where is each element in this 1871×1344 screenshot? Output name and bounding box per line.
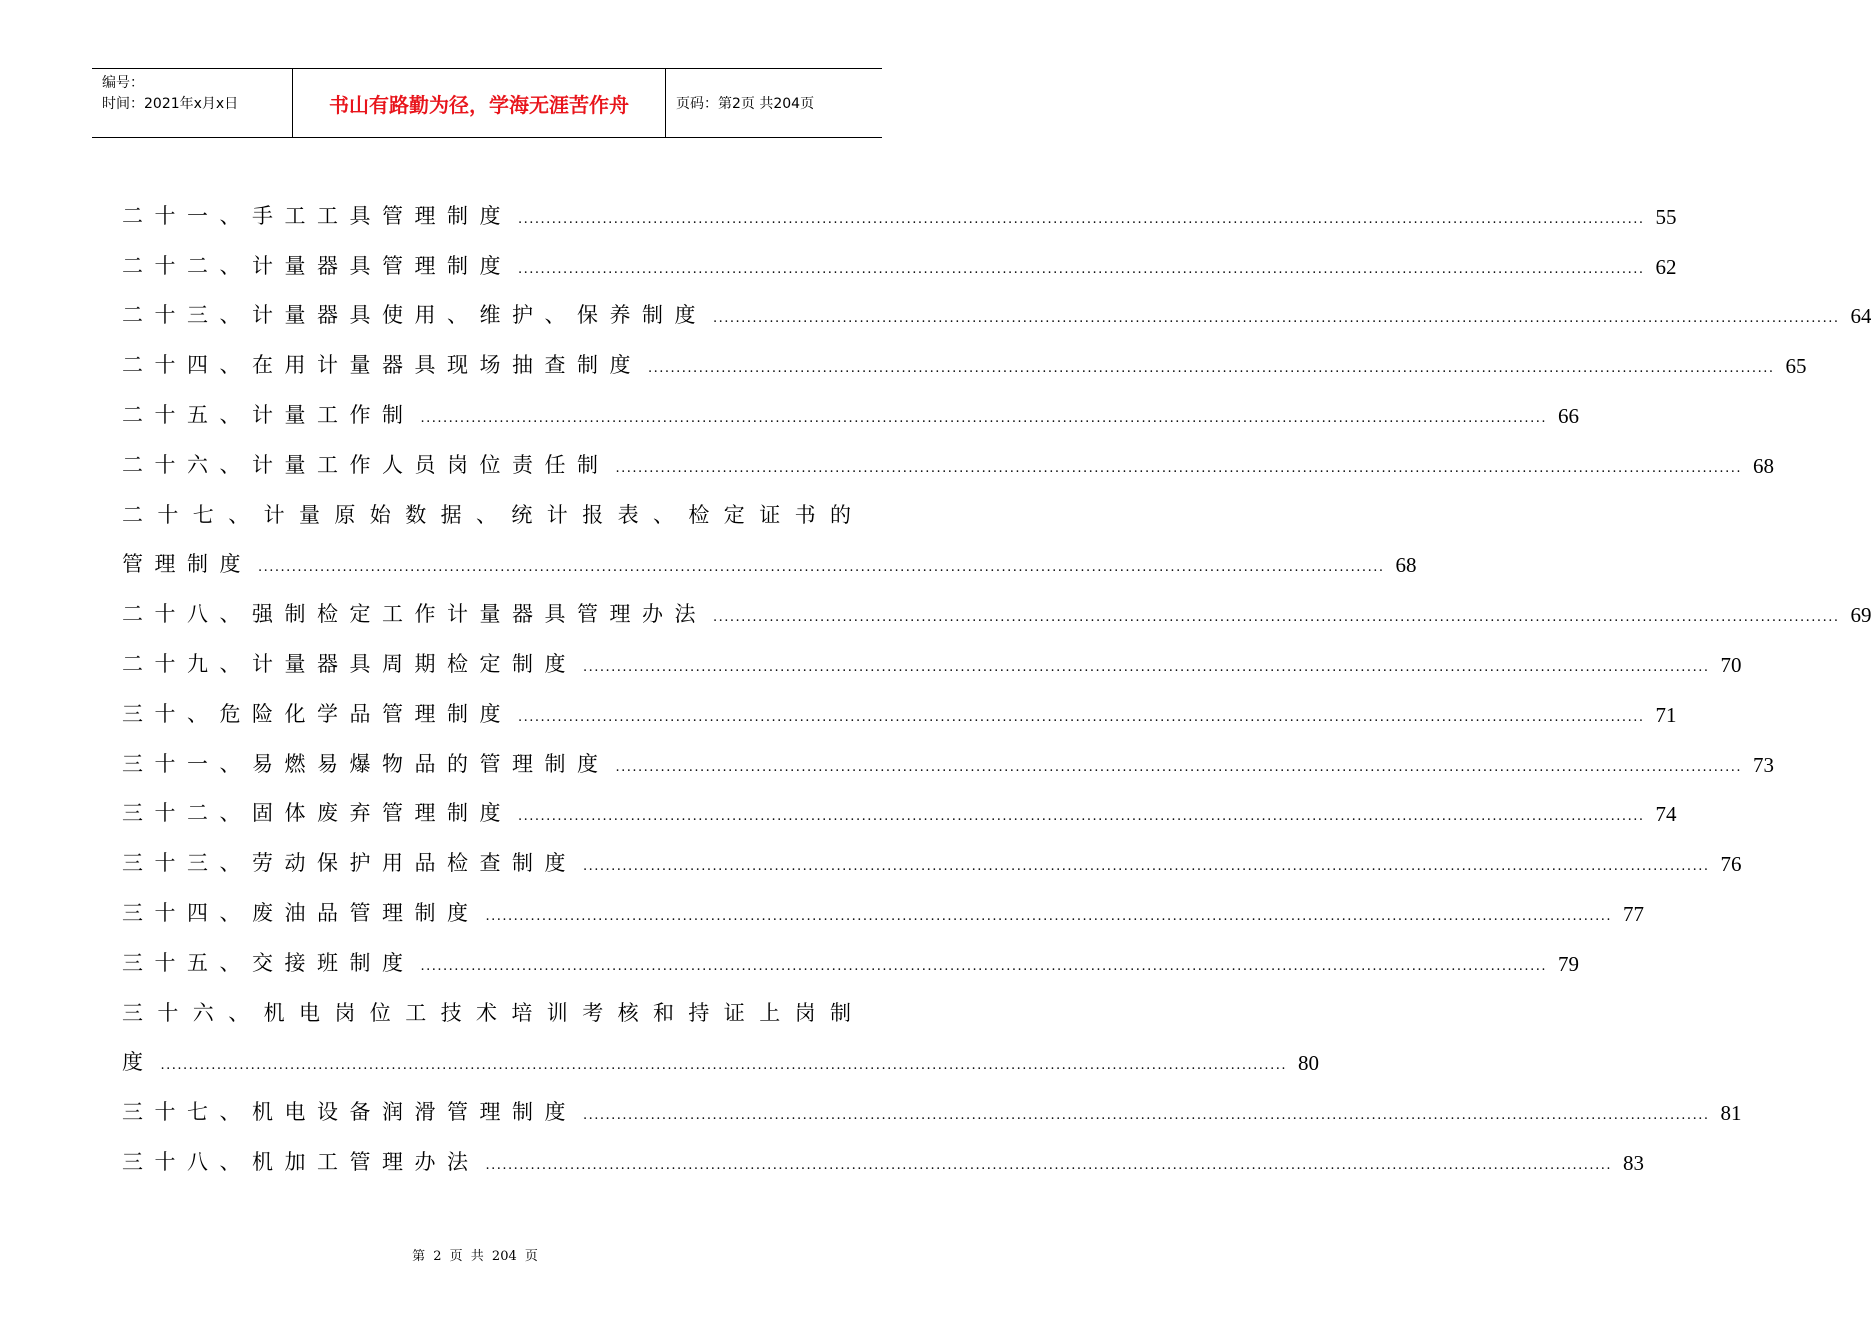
toc-entry (122, 628, 1742, 678)
toc-entry-title-continuation: 度 (122, 1050, 155, 1075)
toc-entry-title: 二十五、计量工作制 (122, 402, 415, 427)
toc-leader-dots: ........................................................................................................................................................................................................ (518, 709, 1645, 725)
toc-leader-dots: ........................................................................................................................................................................................................ (648, 361, 1775, 377)
toc-leader-dots: ........................................................................................................................................................................................................ (713, 610, 1840, 626)
toc-entry (122, 230, 1677, 280)
toc-leader-dots: ........................................................................................................................................................................................................ (518, 261, 1645, 277)
time-label: 时间：2021年x月x日 (102, 96, 239, 112)
toc-entry-title: 二十四、在用计量器具现场抽查制度 (122, 353, 642, 378)
toc-entry-title: 二十六、计量工作人员岗位责任制 (122, 452, 610, 477)
toc-entry-title: 三十三、劳动保护用品检查制度 (122, 851, 577, 876)
toc-page-number: 62 (1655, 254, 1677, 279)
toc-page-number: 80 (1297, 1051, 1319, 1076)
toc-entry (122, 678, 1677, 728)
toc-page-number: 83 (1622, 1150, 1644, 1175)
toc-entry-title: 三十八、机加工管理办法 (122, 1149, 480, 1174)
toc-page-number: 66 (1557, 403, 1579, 428)
toc-leader-dots: ........................................................................................................................................................................................................ (518, 211, 1645, 227)
toc-entry-title: 三十、危险化学品管理制度 (122, 701, 512, 726)
toc-entry (122, 329, 1807, 379)
toc-leader-dots: ........................................................................................................................................................................................................ (160, 1058, 1287, 1074)
toc-entry-title: 三十一、易燃易爆物品的管理制度 (122, 751, 610, 776)
toc-leader-dots: ........................................................................................................................................................................................................ (583, 1108, 1710, 1124)
toc-page-number: 64 (1850, 304, 1871, 329)
toc-entry (122, 1126, 1644, 1176)
number-label: 编号： (102, 75, 144, 91)
header-meta (92, 69, 293, 137)
toc-leader-dots: ........................................................................................................................................................................................................ (583, 659, 1710, 675)
toc-leader-dots: ........................................................................................................................................................................................................ (583, 859, 1710, 875)
toc-entry (122, 728, 1774, 778)
toc-page-number: 77 (1622, 901, 1644, 926)
toc-leader-dots: ........................................................................................................................................................................................................ (615, 759, 1742, 775)
toc-entry-title: 二十九、计量器具周期检定制度 (122, 651, 577, 676)
toc-page-number: 79 (1557, 951, 1579, 976)
toc-entry-title: 三十五、交接班制度 (122, 950, 415, 975)
toc-leader-dots: ........................................................................................................................................................................................................ (258, 560, 1385, 576)
toc-page-number: 68 (1752, 453, 1774, 478)
toc-page-number: 81 (1720, 1101, 1742, 1126)
toc-entry-title: 三十二、固体废弃管理制度 (122, 801, 512, 826)
toc-page-number: 73 (1752, 752, 1774, 777)
table-of-contents (122, 180, 1871, 1176)
toc-entry (122, 479, 866, 529)
toc-entry-title: 二十一、手工工具管理制度 (122, 203, 512, 228)
toc-leader-dots: ........................................................................................................................................................................................................ (485, 1157, 1612, 1173)
toc-leader-dots: ........................................................................................................................................................................................................ (420, 410, 1547, 426)
toc-page-number: 65 (1785, 354, 1807, 379)
toc-entry-continuation (122, 529, 1417, 579)
toc-entry (122, 280, 1871, 330)
toc-page-number: 69 (1850, 603, 1871, 628)
toc-entry (122, 977, 866, 1027)
toc-page-number: 76 (1720, 852, 1742, 877)
toc-leader-dots: ........................................................................................................................................................................................................ (615, 460, 1742, 476)
toc-entry (122, 379, 1579, 429)
toc-entry (122, 429, 1774, 479)
toc-entry-title: 三十六、机电岗位工技术培训考核和持证上岗制 (122, 1000, 866, 1025)
toc-entry-title-continuation: 管理制度 (122, 552, 252, 577)
toc-entry (122, 827, 1742, 877)
toc-entry-continuation (122, 1027, 1319, 1077)
toc-leader-dots: ........................................................................................................................................................................................................ (420, 958, 1547, 974)
toc-entry-title: 二十八、强制检定工作计量器具管理办法 (122, 602, 707, 627)
toc-entry-title: 三十七、机电设备润滑管理制度 (122, 1100, 577, 1125)
toc-entry (122, 778, 1677, 828)
toc-leader-dots: ........................................................................................................................................................................................................ (713, 311, 1840, 327)
toc-page-number: 71 (1655, 702, 1677, 727)
toc-page-number: 70 (1720, 652, 1742, 677)
document-header (92, 68, 882, 138)
toc-leader-dots: ........................................................................................................................................................................................................ (518, 809, 1645, 825)
toc-entry-title: 三十四、废油品管理制度 (122, 900, 480, 925)
toc-entry (122, 1076, 1742, 1126)
toc-entry (122, 180, 1677, 230)
toc-entry-title: 二十三、计量器具使用、维护、保养制度 (122, 303, 707, 328)
toc-page-number: 55 (1655, 204, 1677, 229)
toc-leader-dots: ........................................................................................................................................................................................................ (485, 908, 1612, 924)
toc-page-number: 68 (1395, 553, 1417, 578)
header-motto: 书山有路勤为径，学海无涯苦作舟 (293, 69, 666, 137)
header-page-info: 页码：第2页 共204页 (676, 96, 815, 112)
toc-entry-title: 二十七、计量原始数据、统计报表、检定证书的 (122, 502, 866, 527)
page-footer: 第 2 页 共 204 页 (412, 1249, 538, 1264)
toc-entry-title: 二十二、计量器具管理制度 (122, 253, 512, 278)
toc-entry (122, 927, 1579, 977)
toc-entry (122, 578, 1871, 628)
toc-page-number: 74 (1655, 802, 1677, 827)
toc-entry (122, 877, 1644, 927)
